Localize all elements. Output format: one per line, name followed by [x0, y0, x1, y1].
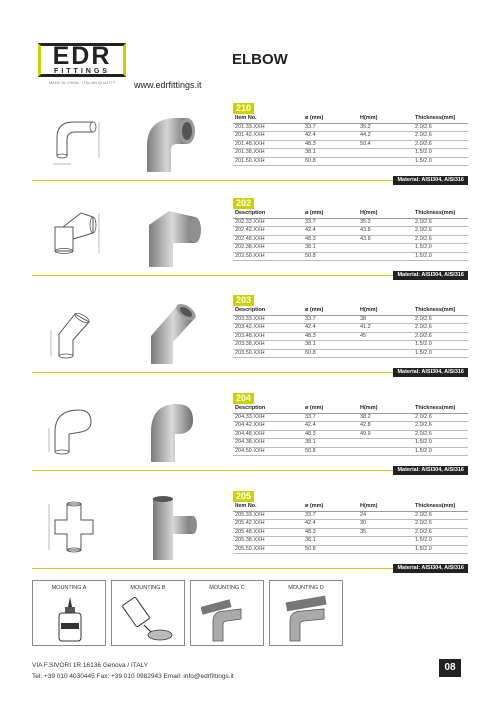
column-header: H(mm) [358, 503, 413, 511]
table-cell: 50.8 [303, 157, 358, 166]
product-photo-202 [135, 203, 205, 269]
table-cell: 1.5/2.0 [413, 252, 468, 261]
table-cell: 205.42.XXH [233, 520, 303, 529]
table-cell: 38.1 [303, 537, 358, 546]
table-cell: 1.5/2.0 [413, 341, 468, 350]
table-cell: 24 [358, 511, 413, 520]
elbow-joint-icon [280, 595, 334, 643]
table-cell [358, 349, 413, 358]
table-cell: 2.0/2.6 [413, 332, 468, 341]
table-cell: 48.3 [303, 430, 358, 439]
table-row [233, 430, 468, 439]
table-cell: 44.2 [358, 132, 413, 141]
product-photo-203 [135, 300, 205, 366]
table-cell: 42.4 [303, 422, 358, 431]
table-cell: 33.7 [303, 511, 358, 520]
section-code: 202 [233, 198, 254, 209]
column-header: Thickness(mm) [413, 115, 468, 123]
table-cell: 43.8 [358, 235, 413, 244]
table-cell: 49.9 [358, 430, 413, 439]
column-header: Thickness(mm) [413, 405, 468, 413]
table-cell: 35 [358, 528, 413, 537]
table-row [233, 123, 468, 132]
table-row [233, 537, 468, 546]
spec-table [233, 503, 468, 554]
column-header: ø (mm) [303, 503, 358, 511]
spec-table [233, 210, 468, 261]
table-cell: 2.0/2.6 [413, 315, 468, 324]
page-title: ELBOW [232, 51, 288, 68]
table-cell: 33.7 [303, 123, 358, 132]
table-row [233, 528, 468, 537]
table-cell: 1.5/2.0 [413, 439, 468, 448]
page-number: 08 [439, 659, 461, 677]
table-cell: 42.8 [358, 422, 413, 431]
mounting-panel-d [269, 580, 343, 646]
mounting-panel-b [111, 580, 185, 646]
table-row [233, 349, 468, 358]
column-header: Thickness(mm) [413, 307, 468, 315]
material-badge: Material: AISI304, AISI316 [393, 176, 468, 185]
column-header: H(mm) [358, 307, 413, 315]
table-cell [358, 157, 413, 166]
table-cell [358, 341, 413, 350]
table-cell: 38.2 [358, 413, 413, 422]
table-row [233, 520, 468, 529]
product-section-205 [0, 491, 500, 573]
table-cell: 50.8 [303, 447, 358, 456]
table-cell: 50.4 [358, 140, 413, 149]
table-header-row [233, 115, 468, 123]
table-cell: 50.8 [303, 545, 358, 554]
table-row [233, 244, 468, 253]
table-cell: 1.5/2.0 [413, 149, 468, 158]
section-code: 210 [233, 103, 254, 114]
table-row [233, 315, 468, 324]
table-cell: 38.1 [303, 149, 358, 158]
table-cell: 202.42.XXH [233, 227, 303, 236]
column-header: ø (mm) [303, 210, 358, 218]
table-cell: 38.1 [303, 244, 358, 253]
spec-table [233, 307, 468, 358]
table-row [233, 439, 468, 448]
product-section-203 [0, 295, 500, 377]
mounting-label: MOUNTING D [288, 585, 324, 591]
table-cell: 48.3 [303, 235, 358, 244]
table-row [233, 413, 468, 422]
material-badge: Material: AISI304, AISI316 [393, 466, 468, 475]
section-code: 205 [233, 491, 254, 502]
table-cell: 203.42.XXH [233, 324, 303, 333]
section-code: 203 [233, 295, 254, 306]
table-cell: 204.50.XXH [233, 447, 303, 456]
table-cell: 35.2 [358, 218, 413, 227]
table-row [233, 149, 468, 158]
table-cell: 2.0/2.6 [413, 227, 468, 236]
column-header: ø (mm) [303, 405, 358, 413]
footer-contact: Tel: +39 010 4030445 Fax: +39 010 0982943 Email: info@edrfittings.it [32, 673, 234, 680]
technical-drawing-202 [45, 203, 105, 265]
table-cell: 43.8 [358, 227, 413, 236]
column-header: Description [233, 210, 303, 218]
table-cell: 42.4 [303, 520, 358, 529]
table-row [233, 324, 468, 333]
table-cell: 201.48.XXH [233, 140, 303, 149]
table-cell: 2.0/2.6 [413, 430, 468, 439]
table-cell: 41.2 [358, 324, 413, 333]
table-row [233, 132, 468, 141]
table-cell: 33.7 [303, 315, 358, 324]
table-cell: 42.4 [303, 132, 358, 141]
table-cell: 204.33.XXH [233, 413, 303, 422]
material-badge: Material: AISI304, AISI316 [393, 564, 468, 573]
table-cell: 30 [358, 520, 413, 529]
spec-table [233, 405, 468, 456]
spec-table [233, 115, 468, 166]
table-cell: 42.4 [303, 324, 358, 333]
table-cell: 48.3 [303, 140, 358, 149]
table-cell: 204.48.XXH [233, 430, 303, 439]
material-badge: Material: AISI304, AISI316 [393, 271, 468, 280]
technical-drawing-205 [45, 496, 105, 558]
table-cell: 2.0/2.6 [413, 324, 468, 333]
technical-drawing-210 [45, 108, 105, 170]
table-cell: 202.50.XXH [233, 252, 303, 261]
table-cell: 45 [358, 332, 413, 341]
table-cell [358, 252, 413, 261]
table-cell: 2.0/2.6 [413, 123, 468, 132]
table-cell: 33.7 [303, 218, 358, 227]
table-cell: 1.5/2.0 [413, 157, 468, 166]
mounting-label: MOUNTING B [130, 585, 166, 591]
table-row [233, 227, 468, 236]
column-header: Thickness(mm) [413, 503, 468, 511]
product-section-202 [0, 198, 500, 280]
table-cell: 2.0/2.6 [413, 235, 468, 244]
table-cell: 2.0/2.6 [413, 520, 468, 529]
table-cell: 202.48.XXH [233, 235, 303, 244]
table-cell: 204.38.XXH [233, 439, 303, 448]
column-header: Item No. [233, 503, 303, 511]
table-cell: 205.48.XXH [233, 528, 303, 537]
table-cell: 42.4 [303, 227, 358, 236]
mounting-panel-a [32, 580, 106, 646]
table-cell [358, 244, 413, 253]
column-header: Item No. [233, 115, 303, 123]
column-header: ø (mm) [303, 307, 358, 315]
table-cell: 38 [358, 315, 413, 324]
table-row [233, 511, 468, 520]
table-cell: 2.0/2.6 [413, 511, 468, 520]
technical-drawing-203 [45, 300, 105, 362]
footer-address: VIA F.SIVORI 1R 16136 Genova / ITALY [32, 662, 149, 669]
mounting-label: MOUNTING C [209, 585, 245, 591]
product-photo-210 [135, 108, 205, 174]
table-cell: 48.3 [303, 332, 358, 341]
table-row [233, 218, 468, 227]
table-cell: 1.5/2.0 [413, 545, 468, 554]
table-cell [358, 439, 413, 448]
table-cell: 203.48.XXH [233, 332, 303, 341]
section-code: 204 [233, 393, 254, 404]
table-cell [358, 537, 413, 546]
table-cell: 1.5/2.0 [413, 244, 468, 253]
table-cell: 205.33.XXH [233, 511, 303, 520]
table-cell: 201.42.XXH [233, 132, 303, 141]
table-cell: 2.0/2.6 [413, 422, 468, 431]
product-section-210 [0, 103, 500, 185]
table-cell: 50.8 [303, 349, 358, 358]
table-row [233, 235, 468, 244]
column-header: H(mm) [358, 210, 413, 218]
table-cell: 2.0/2.6 [413, 140, 468, 149]
table-cell: 205.38.XXH [233, 537, 303, 546]
table-cell [358, 545, 413, 554]
table-cell: 48.3 [303, 528, 358, 537]
table-header-row [233, 405, 468, 413]
table-row [233, 447, 468, 456]
table-cell: 1.5/2.0 [413, 349, 468, 358]
table-row [233, 252, 468, 261]
elbow-joint-icon [201, 595, 255, 643]
table-cell: 201.33.XXH [233, 123, 303, 132]
table-row [233, 157, 468, 166]
logo-sub-text: FITTINGS [54, 68, 110, 75]
brand-logo [38, 43, 126, 91]
column-header: Description [233, 405, 303, 413]
column-header: Thickness(mm) [413, 210, 468, 218]
table-cell: 2.0/2.6 [413, 132, 468, 141]
table-cell: 2.0/2.6 [413, 218, 468, 227]
logo-main-text: EDR [52, 42, 112, 70]
column-header: Description [233, 307, 303, 315]
table-cell: 2.0/2.6 [413, 413, 468, 422]
technical-drawing-204 [45, 398, 105, 460]
table-cell: 201.38.XXH [233, 149, 303, 158]
table-row [233, 140, 468, 149]
material-badge: Material: AISI304, AISI316 [393, 368, 468, 377]
table-cell: 2.0/2.6 [413, 528, 468, 537]
table-row [233, 332, 468, 341]
table-cell: 38.1 [303, 439, 358, 448]
table-row [233, 545, 468, 554]
table-cell: 205.50.XXH [233, 545, 303, 554]
table-header-row [233, 307, 468, 315]
table-cell: 203.33.XXH [233, 315, 303, 324]
column-header: H(mm) [358, 405, 413, 413]
product-section-204 [0, 393, 500, 475]
table-header-row [233, 210, 468, 218]
table-row [233, 341, 468, 350]
table-cell: 38.1 [303, 341, 358, 350]
table-cell: 1.5/2.0 [413, 537, 468, 546]
logo-tagline: MADE IN CHINA · ITALIAN QUALITY [48, 80, 116, 85]
product-photo-205 [135, 496, 205, 562]
glue-application-icon [122, 595, 176, 643]
website-link[interactable]: www.edrfittings.it [134, 80, 202, 90]
table-row [233, 422, 468, 431]
column-header: H(mm) [358, 115, 413, 123]
table-cell: 202.33.XXH [233, 218, 303, 227]
table-cell: 35.2 [358, 123, 413, 132]
mounting-label: MOUNTING A [51, 585, 87, 591]
table-cell: 202.38.XXH [233, 244, 303, 253]
table-cell: 201.50.XXH [233, 157, 303, 166]
table-header-row [233, 503, 468, 511]
table-cell: 204.42.XXH [233, 422, 303, 431]
product-photo-204 [135, 398, 205, 464]
table-cell [358, 447, 413, 456]
column-header: ø (mm) [303, 115, 358, 123]
table-cell [358, 149, 413, 158]
glue-bottle-icon [43, 595, 97, 643]
table-cell: 50.8 [303, 252, 358, 261]
table-cell: 203.38.XXH [233, 341, 303, 350]
table-cell: 33.7 [303, 413, 358, 422]
table-cell: 203.50.XXH [233, 349, 303, 358]
table-cell: 1.5/2.0 [413, 447, 468, 456]
mounting-panel-c [190, 580, 264, 646]
